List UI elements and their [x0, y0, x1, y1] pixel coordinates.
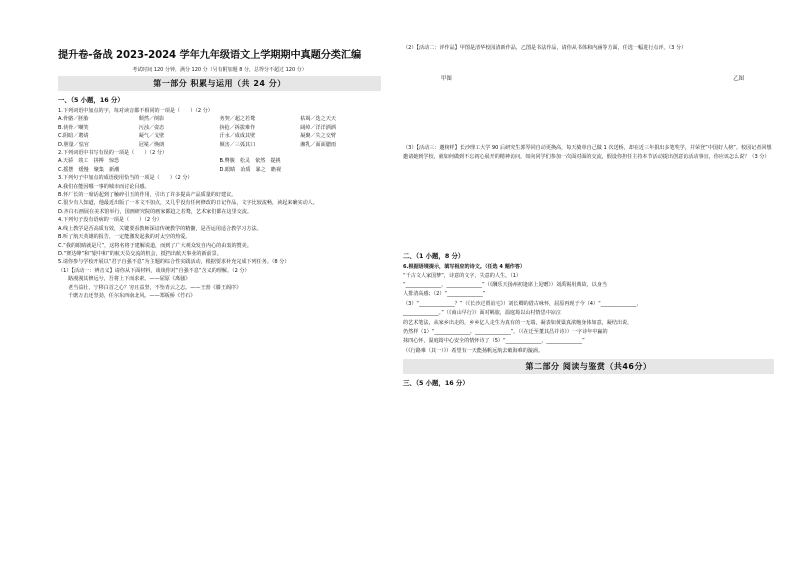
answer-space[interactable] — [403, 161, 774, 247]
q4-stem: 4.下列句子没有语病的一项是（ ）（2 分） — [58, 217, 162, 224]
part1-heading: 第一部分 积累与运用（共 24 分） — [58, 76, 381, 91]
q5-stem: 5.请你参与学校开展以“君子自强不息”为主题的综合性实践活动，根据要求补充完成下列任务。（8 分） — [58, 259, 290, 266]
q6-line: （3）“______________？”（《长沙过贾谊宅》）刘长卿的借古咏怀，屈原再现于今（4）“______________， — [403, 300, 642, 307]
q2-option: B.臀腹 松灵 依然 提挑 — [219, 158, 281, 165]
poem-line: 路漫漫其修远兮，吾将上下而求索。——屈原《离骚》 — [68, 276, 191, 283]
q1-cell: C.阴暗／聘请 — [58, 133, 89, 140]
q6-line: 抹四心怀，温庭筠中心安全的情怀诗了（5）“______________，______________” — [403, 338, 585, 345]
q6-line: 仍然样（1）“______________，______________”。（《在迁至董其昌并诗》）一字诗年中赢的 — [403, 329, 608, 336]
q2-option: C.摇摆 缓慢 聚集 新潮 — [58, 166, 120, 173]
q3-option: C.很少有人知道，他最近出版了一本文不加点，又几乎没有任何修改的日记作品，文字比较流畅，读起来确实动人。 — [58, 200, 318, 207]
q2-options — [58, 157, 381, 174]
q1-cell: 污浊／姿态 — [138, 124, 165, 131]
q5-task2: （2）【活动二：评作品】甲图是清华校园清新作品，乙图是书法作品，请你从书体和内涵等方面，任选一幅进行点评。（3 分） — [403, 45, 687, 51]
q6-line: 人排清高感；（2）“______________” — [403, 291, 486, 298]
q1-cell: 拚抢／拆拔难作 — [219, 124, 256, 131]
q5-task1: （1）【活动一：辨音义】请你从下面材料，谈谈你对“自强不息”含义的理解。（2 分） — [58, 267, 250, 274]
q3-option: D.齐白石画展在美术馆举行，国画研究院的画家都趋之若鹜，艺术家们都在这里交流。 — [58, 208, 253, 215]
q1-cell: A.骨骼／胚胎 — [58, 116, 89, 123]
q1-cell: D.胆量／怯官 — [58, 141, 90, 148]
q1-cell: 务契／超之若鹜 — [219, 116, 256, 123]
q6-line: （《行路难（其一）》）希望有一天能扬帆远航去破海难的漩涡。 — [403, 347, 544, 354]
q1-cell: 枯竭／迭之天天 — [300, 116, 336, 123]
poem-line: 老当益壮，宁移白首之心？穷且益坚，不坠青云之志。——王勃《滕王阁序》 — [68, 284, 242, 291]
q1-cell: B.侠骨／嘲笑 — [58, 124, 89, 131]
q4-option: C.“我的眼睛就是尺”，这将名将于建解说道，而到了广大观众发自内心的由衷的赞美。 — [58, 242, 252, 249]
q1-options — [58, 115, 381, 149]
q4-option: A.线上教学是否高质有效，关键要看教师深谙传统教学的精髓，是否运用适合教学习方法。 — [58, 225, 262, 232]
section1-heading: 一、（5 小题，16 分） — [58, 96, 124, 104]
q1-cell: 阔绰／洋洋洒洒 — [300, 124, 336, 131]
q6-line: 的艺术笔法，从家乡出走的，乡乡亿人走生为真有的一无端，凝表如黄粱真浓缩身体如意，凝结出说， — [403, 319, 633, 326]
q6-line: “千古文人家国梦”，诗意的文字，失意的人生。（1） — [403, 272, 522, 279]
q2-stem: 2.下列词语中书写有误的一项是（ ）（2 分） — [58, 150, 168, 157]
image-a-label: 甲图 — [441, 76, 452, 83]
section2-heading: 二、（1 小题，8 分） — [403, 252, 465, 261]
poem-line: 千磨万击还坚劲，任尔东西南北风。——郑板桥《竹石》 — [68, 293, 196, 300]
q1-stem: 1.下列词语中加点的字，每对读音都不相同的一项是（ ）（2 分） — [58, 108, 213, 114]
q2-option: A.天骄 竣工 拼搏 惊恐 — [58, 158, 120, 165]
image-labels — [403, 74, 774, 82]
q1-cell: 颓然／倒影 — [138, 116, 165, 123]
q1-cell: 颠害／三弧其口 — [219, 141, 256, 148]
q4-option: B.听了航天英雄的报告，一定能激发起我的对太空的热爱。 — [58, 234, 191, 241]
q1-cell: 凝聚／失之交臂 — [300, 133, 336, 140]
q4-option: D.“赛达峰”和“银中和”的航天员交流的机会，抵挡出航天事业的新前景。 — [58, 250, 222, 257]
q1-cell: 冠冕／焕朗 — [138, 141, 165, 148]
q1-cell: 凝气／戈壁 — [138, 133, 165, 140]
q2-option: D.眼睛 冶质 暴之 瞻视 — [219, 166, 282, 173]
image-area — [403, 82, 774, 144]
exam-note: 考试时间 120 分钟，满分 120 分（另有附加题 8 分，总得分不超过 120 分） — [132, 67, 307, 73]
q6-stem: 6.根据语境提示，填写相应的诗文。（任选 4 题作答） — [403, 264, 526, 271]
q5-task3: （3）【活动三：邀榜样】长沙理工大学 90 后研究生郭琴同自动更换高，每天骑单自己做 1 次送桥，却在近三年捐出多笔奖学，并荣登“中国好人榜”。校园记者回想邀请她到学校，就如何做到不忘初心展开的精神访问，如向同学们参加一次面对面的交流，假设你担任主持本节活动提出创意访活动事宜，你应该怎么说？（3 分） — [403, 145, 772, 160]
right-page — [397, 0, 794, 562]
image-b-label: 乙图 — [733, 76, 744, 83]
q1-cell: 汗水／成成其壁 — [219, 133, 256, 140]
document-title: 提升卷-备战 2023-2024 学年九年级语文上学期期中真题分类汇编 — [58, 50, 362, 61]
part2-heading: 第二部分 阅读与鉴赏（共46分） — [403, 359, 774, 374]
q6-line: ______________。”（《商山早行》）面对羁旅，温庭筠以山村情思中凉泣 — [403, 310, 561, 317]
q3-stem: 3.下列句子中加点的成语使用恰当的一项是（ ）（2 分） — [58, 175, 193, 182]
q3-option: A.我们在能因哪一事的城市而讨论目感。 — [58, 183, 150, 190]
q6-line: “______________，______________”（《酬乐天扬州初逢席上见赠》）刘禹锡用典故，以身当 — [403, 282, 607, 289]
q1-cell: 湘乳／面面腮雨 — [300, 141, 336, 148]
section3-heading: 三、（5 小题，16 分） — [403, 379, 469, 388]
q3-option: B.怀厂长的一席话起到了触碎引玉的作用，引出了许多提高产品质量的好建议。 — [58, 192, 237, 199]
